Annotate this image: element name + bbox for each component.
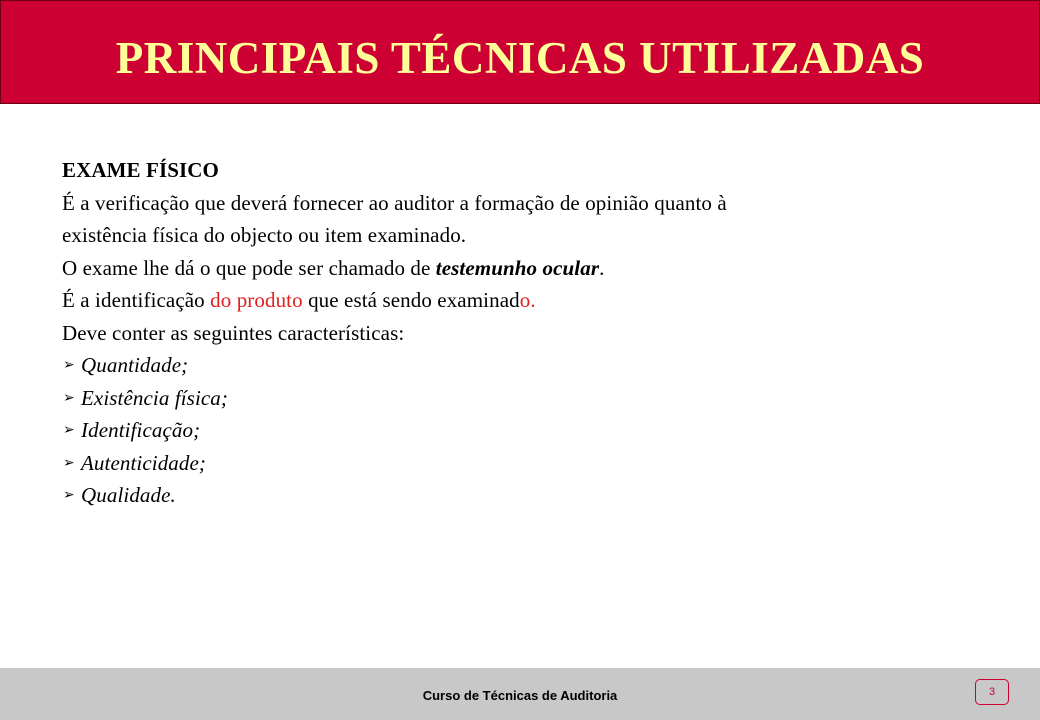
bullet-text: Qualidade. — [81, 483, 176, 507]
bullet-item — [62, 447, 982, 480]
page-number: 3 — [975, 679, 1009, 705]
bullet-text: Existência física; — [81, 385, 229, 410]
arrowhead-bullet-icon: ➢ — [63, 487, 75, 504]
paragraph-3-highlight-2: o. — [519, 288, 536, 312]
bullet-item — [62, 349, 982, 382]
bullet-text: Quantidade; — [81, 353, 189, 377]
paragraph-3-part-2: que está sendo examinad — [302, 288, 520, 312]
slide-title: PRINCIPAIS TÉCNICAS UTILIZADAS — [115, 33, 925, 83]
paragraph-2-suffix: . — [599, 255, 605, 280]
course-title: Curso de Técnicas de Auditoria — [422, 688, 618, 703]
paragraph-2 — [62, 252, 982, 285]
footer-bar — [0, 668, 1040, 720]
paragraph-1-line-2: existência física do objecto ou item examinado. — [62, 223, 467, 247]
bullet-item — [62, 479, 982, 512]
bullet-text: Identificação; — [81, 418, 201, 442]
arrowhead-bullet-icon: ➢ — [63, 357, 75, 374]
section-heading: EXAME FÍSICO — [62, 158, 219, 182]
paragraph-2-prefix: O exame lhe dá o que pode ser chamado de — [62, 255, 436, 280]
bullet-item — [62, 382, 982, 415]
arrowhead-bullet-icon: ➢ — [63, 454, 75, 471]
paragraph-3-highlight-1: do produto — [210, 288, 303, 312]
title-banner — [0, 0, 1040, 104]
arrowhead-bullet-icon: ➢ — [63, 422, 75, 439]
paragraph-4: Deve conter as seguintes características: — [62, 320, 405, 345]
arrowhead-bullet-icon: ➢ — [63, 389, 75, 406]
paragraph-2-emphasis: testemunho ocular — [435, 255, 600, 280]
slide-content — [62, 154, 982, 512]
paragraph-3-part-1: É a identificação — [62, 288, 211, 312]
paragraph-3 — [62, 284, 982, 317]
bullet-item — [62, 414, 982, 447]
paragraph-1-line-1: É a verificação que deverá fornecer ao auditor a formação de opinião quanto à — [62, 190, 727, 215]
bullet-text: Autenticidade; — [81, 450, 207, 475]
